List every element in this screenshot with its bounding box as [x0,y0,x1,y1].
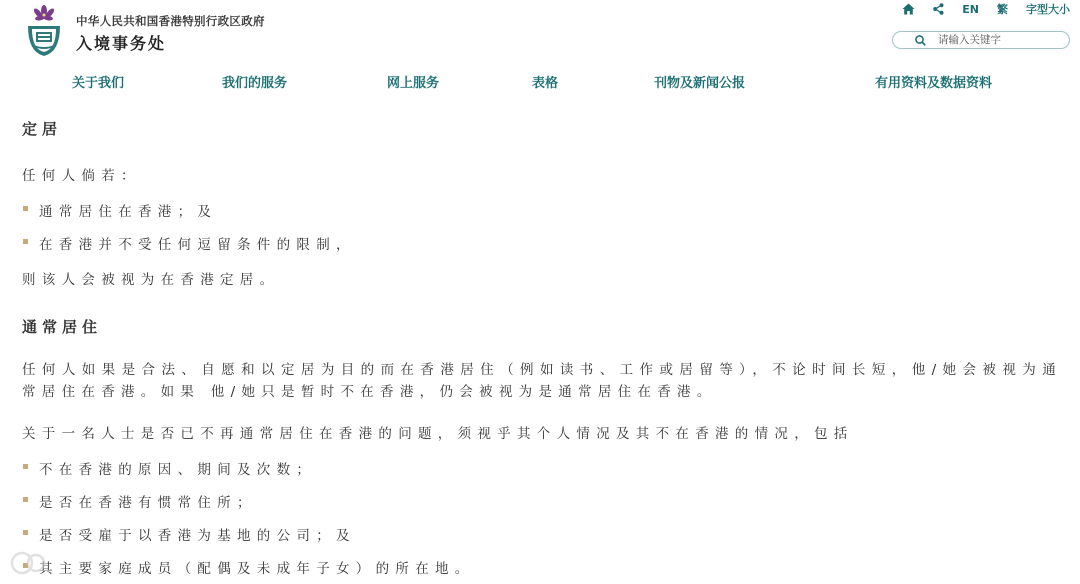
share-icon [933,3,944,15]
search-input[interactable] [938,33,1058,47]
list-item: 是否受雇于以香港为基地的公司；及 [22,524,356,544]
list-item: 其主要家庭成员（配偶及未成年子女）的所在地。 [22,557,475,577]
nav-item-forms[interactable]: 表格 [532,76,559,91]
search-box[interactable] [892,31,1070,49]
watermark-logo-icon [6,548,146,578]
settlement-intro: 任何人倘若： [22,168,141,184]
department-name[interactable]: 入境事务处 [76,34,167,53]
lang-en-link[interactable]: EN [962,2,979,16]
lang-traditional-link[interactable]: 繁 [997,3,1008,16]
list-item: 在香港并不受任何逗留条件的限制， [22,233,356,253]
nav-item-publications-press[interactable]: 刊物及新闻公报 [654,76,746,91]
section-heading-settlement: 定居 [22,120,63,138]
nav-item-our-services[interactable]: 我们的服务 [222,76,288,91]
list-item: 不在香港的原因、期间及次数； [22,458,316,478]
home-icon [902,3,915,15]
government-name: 中华人民共和国香港特别行政区政府 [76,14,265,28]
font-size-button[interactable]: 字型大小 [1026,3,1070,16]
section-heading-ordinary-residence: 通常居住 [22,318,103,336]
home-button[interactable] [902,3,915,15]
share-button[interactable] [933,3,944,15]
nav-item-online-services[interactable]: 网上服务 [387,76,440,91]
main-nav [0,72,1080,92]
top-toolbar [884,2,1070,16]
nav-item-useful-info-stats[interactable]: 有用资料及数据资料 [875,76,993,91]
settlement-outro: 则该人会被视为在香港定居。 [22,272,280,288]
nav-item-about-us[interactable]: 关于我们 [72,76,125,91]
ordinary-residence-paragraph: 任何人如果是合法、自愿和以定居为目的而在香港居住（例如读书、工作或居留等），不论时间长短，他/她会被视为通常居住在香港。如果 他/她只是暂时不在香港，仍会被视为是通常居住在香港。 [22,362,1062,400]
department-logo[interactable] [22,4,66,58]
list-item: 通常居住在香港；及 [22,200,217,220]
list-item: 是否在香港有惯常住所； [22,491,257,511]
ordinary-residence-criteria: 关于一名人士是否已不再通常居住在香港的问题，须视乎其个人情况及其不在香港的情况，包括 [22,426,854,442]
search-icon[interactable] [915,35,926,46]
